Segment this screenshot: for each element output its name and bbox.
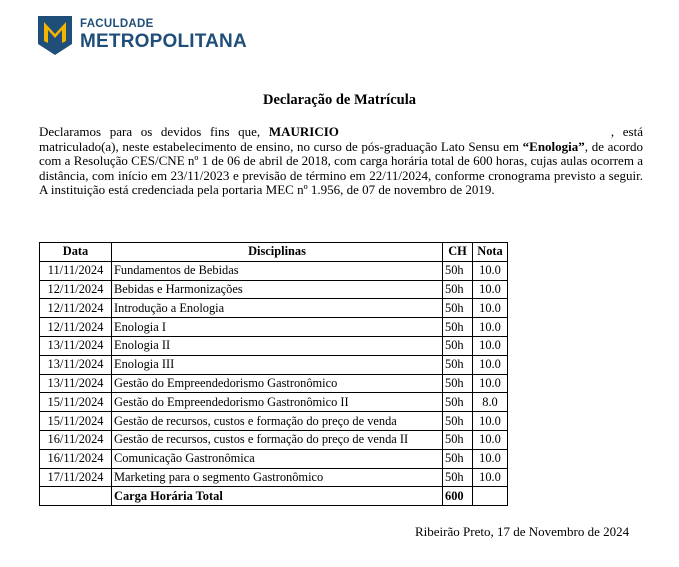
row-date: 12/11/2024	[40, 318, 112, 337]
row-grade: 10.0	[473, 299, 508, 318]
header-ch: CH	[443, 243, 473, 262]
row-ch: 50h	[443, 412, 473, 431]
row-date: 16/11/2024	[40, 449, 112, 468]
course-name: “Enologia”	[522, 138, 585, 154]
row-discipline: Introdução a Enologia	[112, 299, 443, 318]
row-date: 15/11/2024	[40, 393, 112, 412]
row-discipline: Comunicação Gastronômica	[112, 449, 443, 468]
institution-logo	[36, 14, 247, 56]
row-grade: 10.0	[473, 261, 508, 280]
table-row	[40, 374, 508, 393]
table-row	[40, 468, 508, 487]
total-empty-cell	[40, 487, 112, 506]
header-grade: Nota	[473, 243, 508, 262]
grades-table	[39, 242, 508, 506]
logo-line1: FACULDADE	[80, 18, 154, 31]
row-ch: 50h	[443, 374, 473, 393]
table-row	[40, 449, 508, 468]
row-grade: 8.0	[473, 393, 508, 412]
row-ch: 50h	[443, 393, 473, 412]
row-ch: 50h	[443, 355, 473, 374]
row-discipline: Gestão do Empreendedorismo Gastronômico	[112, 374, 443, 393]
row-discipline: Gestão do Empreendedorismo Gastronômico II	[112, 393, 443, 412]
table-row	[40, 318, 508, 337]
row-grade: 10.0	[473, 430, 508, 449]
table-row	[40, 299, 508, 318]
row-date: 13/11/2024	[40, 374, 112, 393]
document-title: Declaração de Matrícula	[262, 92, 416, 108]
logo-emblem-icon	[36, 14, 74, 56]
header-disciplines: Disciplinas	[112, 243, 443, 262]
row-ch: 50h	[443, 449, 473, 468]
row-ch: 50h	[443, 336, 473, 355]
row-discipline: Fundamentos de Bebidas	[112, 261, 443, 280]
table-row	[40, 412, 508, 431]
row-grade: 10.0	[473, 318, 508, 337]
table-row	[40, 393, 508, 412]
table-row	[40, 280, 508, 299]
row-grade: 10.0	[473, 468, 508, 487]
row-grade: 10.0	[473, 336, 508, 355]
row-date: 17/11/2024	[40, 468, 112, 487]
place-date: Ribeirão Preto, 17 de Novembro de 2024	[415, 524, 630, 539]
row-ch: 50h	[443, 280, 473, 299]
row-grade: 10.0	[473, 374, 508, 393]
row-discipline: Marketing para o segmento Gastronômico	[112, 468, 443, 487]
table-row	[40, 336, 508, 355]
table-row	[40, 355, 508, 374]
row-ch: 50h	[443, 468, 473, 487]
row-date: 16/11/2024	[40, 430, 112, 449]
logo-wordmark	[80, 19, 247, 51]
table-row	[40, 261, 508, 280]
total-label: Carga Horária Total	[112, 487, 443, 506]
row-ch: 50h	[443, 318, 473, 337]
table-row	[40, 430, 508, 449]
row-date: 12/11/2024	[40, 280, 112, 299]
paragraph-start: Declaramos para os devidos fins que,	[39, 124, 269, 139]
row-date: 12/11/2024	[40, 299, 112, 318]
row-date: 15/11/2024	[40, 412, 112, 431]
row-discipline: Bebidas e Harmonizações	[112, 280, 443, 299]
row-date: 11/11/2024	[40, 261, 112, 280]
row-date: 13/11/2024	[40, 355, 112, 374]
row-date: 13/11/2024	[40, 336, 112, 355]
row-discipline: Enologia I	[112, 318, 443, 337]
header-date: Data	[40, 243, 112, 262]
paragraph-end: , de acordo com a Resolução CES/CNE nº 1 de 06 de abril de 2018, com carga horária total de 600 horas, cujas aulas ocorrem a distância, com início em 23/11/2023 e previsão de término em 22/11/2024, conforme cronograma previsto a seguir. A instituição está credenciada pela portaria MEC nº 1.956, de 07 de novembro de 2019.	[39, 138, 644, 198]
row-grade: 10.0	[473, 449, 508, 468]
row-ch: 50h	[443, 299, 473, 318]
total-grade-empty	[473, 487, 508, 506]
student-name: MAURICIO	[268, 124, 339, 139]
paragraph-middle: , está matriculado(a), neste estabelecimento de ensino, no curso de pós-graduação Lato Sensu em	[39, 124, 643, 154]
row-discipline: Gestão de recursos, custos e formação do preço de venda	[112, 412, 443, 431]
declaration-paragraph	[39, 125, 643, 198]
row-grade: 10.0	[473, 355, 508, 374]
row-grade: 10.0	[473, 280, 508, 299]
row-grade: 10.0	[473, 412, 508, 431]
row-discipline: Enologia II	[112, 336, 443, 355]
total-value: 600	[443, 487, 473, 506]
row-discipline: Gestão de recursos, custos e formação do preço de venda II	[112, 430, 443, 449]
row-discipline: Enologia III	[112, 355, 443, 374]
table-header-row	[40, 243, 508, 262]
logo-line2: METROPOLITANA	[80, 30, 247, 52]
row-ch: 50h	[443, 430, 473, 449]
row-ch: 50h	[443, 261, 473, 280]
total-row	[40, 487, 508, 506]
